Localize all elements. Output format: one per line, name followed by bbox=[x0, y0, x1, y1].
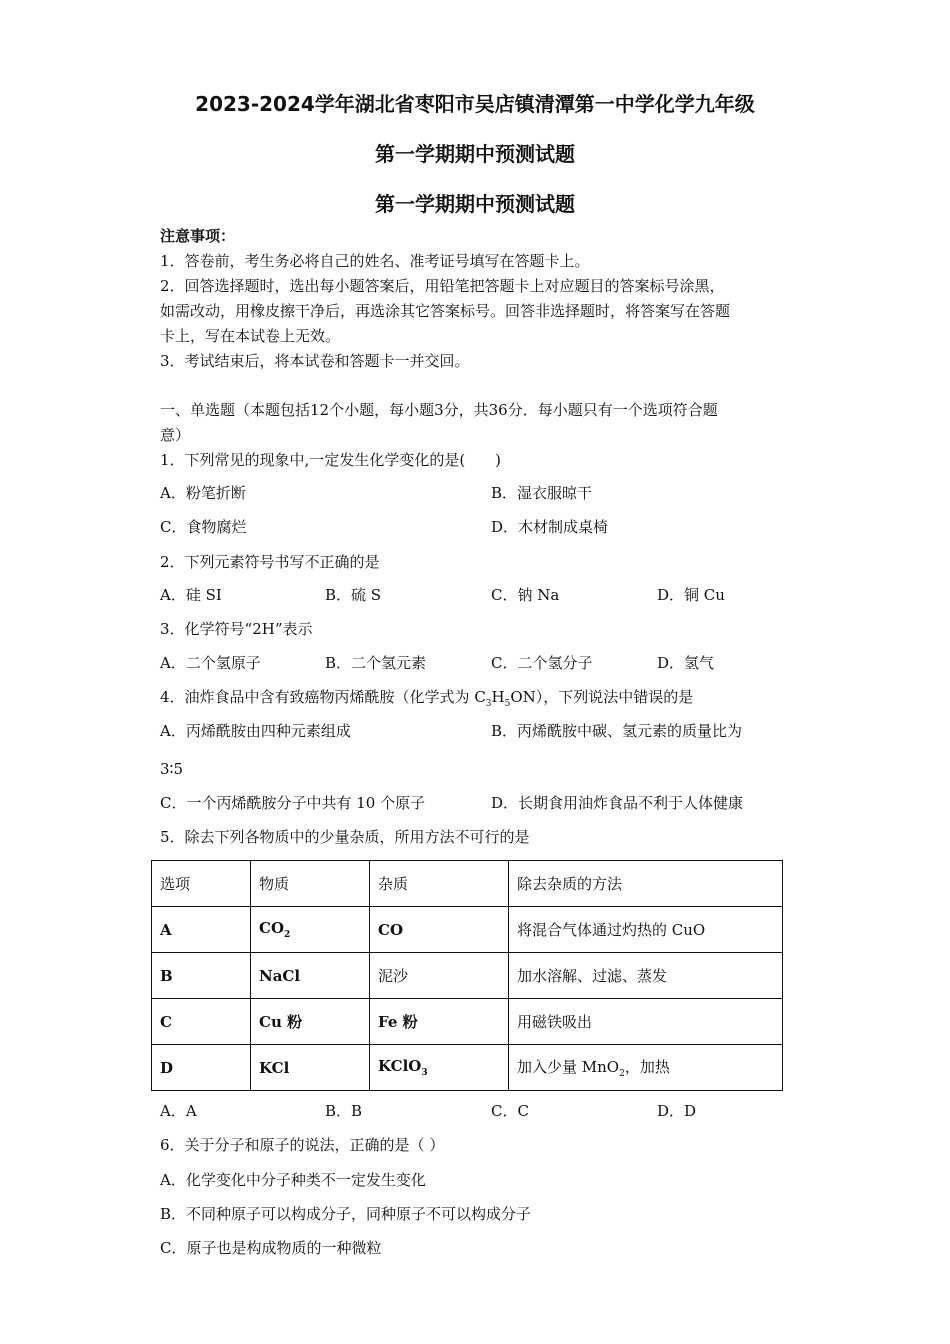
subscript: 3 bbox=[485, 699, 492, 709]
option: A．粉笔折断 bbox=[160, 484, 246, 502]
stem-text: ON），下列说法中错误的是 bbox=[510, 688, 694, 706]
option: C．二个氢分子 bbox=[491, 654, 593, 672]
title-line-2: 第一学期期中预测试题 bbox=[375, 142, 575, 166]
cell: D bbox=[152, 1045, 251, 1091]
option: D．木材制成桌椅 bbox=[491, 518, 609, 536]
question-4-stem bbox=[160, 687, 693, 714]
cell bbox=[370, 1045, 509, 1091]
option: B．丙烯酰胺中碳、氢元素的质量比为 bbox=[491, 722, 743, 740]
note-line: 卡上，写在本试卷上无效。 bbox=[160, 327, 341, 345]
note-line: 3．考试结束后，将本试卷和答题卡一并交回。 bbox=[160, 352, 470, 370]
header-cell: 杂质 bbox=[370, 861, 509, 907]
stem-text: H bbox=[491, 688, 505, 706]
note-line: 2．回答选择题时，选出每小题答案后，用铅笔把答题卡上对应题目的答案标号涂黑， bbox=[160, 277, 725, 295]
cell bbox=[251, 907, 370, 953]
option: B．湿衣服晾干 bbox=[491, 484, 593, 502]
option: D．长期食用油炸食品不利于人体健康 bbox=[491, 794, 744, 812]
section-heading-cont: 意） bbox=[160, 426, 191, 444]
cell-text: 加入少量 MnO bbox=[517, 1058, 620, 1076]
cell: Cu 粉 bbox=[251, 999, 370, 1045]
table-row bbox=[152, 907, 783, 953]
option: C．钠 Na bbox=[491, 586, 560, 604]
question-3-stem: 3．化学符号“2H”表示 bbox=[160, 620, 313, 638]
option: B．B bbox=[325, 1102, 363, 1120]
cell: NaCl bbox=[251, 953, 370, 999]
option-cont: 3∶5 bbox=[160, 760, 183, 778]
cell-text: KClO bbox=[378, 1057, 422, 1075]
option: C．食物腐烂 bbox=[160, 518, 247, 536]
impurity-table bbox=[151, 860, 783, 1091]
option: C．原子也是构成物质的一种微粒 bbox=[160, 1239, 382, 1257]
cell: 将混合气体通过灼热的 CuO bbox=[509, 907, 783, 953]
option: A．二个氢原子 bbox=[160, 654, 261, 672]
table-row bbox=[152, 999, 783, 1045]
option: C．一个丙烯酰胺分子中共有 10 个原子 bbox=[160, 794, 426, 812]
option: D．氢气 bbox=[657, 654, 715, 672]
title-line-3: 第一学期期中预测试题 bbox=[375, 192, 575, 216]
subscript: 3 bbox=[421, 1068, 428, 1078]
cell-text: ，加热 bbox=[624, 1058, 670, 1076]
cell: C bbox=[152, 999, 251, 1045]
cell: 用磁铁吸出 bbox=[509, 999, 783, 1045]
question-6-stem: 6．关于分子和原子的说法，正确的是（ ） bbox=[160, 1136, 445, 1154]
option: D．铜 Cu bbox=[657, 586, 725, 604]
note-line: 1．答卷前，考生务必将自己的姓名、准考证号填写在答题卡上。 bbox=[160, 252, 590, 270]
cell: CO bbox=[370, 907, 509, 953]
notes-heading: 注意事项： bbox=[160, 227, 236, 245]
table-row bbox=[152, 1045, 783, 1091]
cell: KCl bbox=[251, 1045, 370, 1091]
table-row bbox=[152, 953, 783, 999]
question-5-stem: 5．除去下列各物质中的少量杂质，所用方法不可行的是 bbox=[160, 828, 530, 846]
subscript: 2 bbox=[284, 930, 291, 940]
cell: A bbox=[152, 907, 251, 953]
title-line-1: 2023-2024学年湖北省枣阳市吴店镇清潭第一中学化学九年级 bbox=[195, 92, 755, 116]
cell bbox=[509, 1045, 783, 1091]
section-heading: 一、单选题（本题包括12个小题，每小题3分，共36分．每小题只有一个选项符合题 bbox=[160, 401, 718, 419]
header-cell: 除去杂质的方法 bbox=[509, 861, 783, 907]
stem-text: 4．油炸食品中含有致癌物丙烯酰胺（化学式为 C bbox=[160, 688, 486, 706]
note-line: 如需改动，用橡皮擦干净后，再选涂其它答案标号。回答非选择题时，将答案写在答题 bbox=[160, 302, 731, 320]
question-2-stem: 2．下列元素符号书写不正确的是 bbox=[160, 553, 380, 571]
option: B．硫 S bbox=[325, 586, 382, 604]
option: A．丙烯酰胺由四种元素组成 bbox=[160, 722, 351, 740]
cell: 加水溶解、过滤、蒸发 bbox=[509, 953, 783, 999]
option: B．二个氢元素 bbox=[325, 654, 427, 672]
option: D．D bbox=[657, 1102, 697, 1120]
option: C．C bbox=[491, 1102, 529, 1120]
subscript: 2 bbox=[619, 1069, 625, 1079]
cell: B bbox=[152, 953, 251, 999]
cell: Fe 粉 bbox=[370, 999, 509, 1045]
table-header-row bbox=[152, 861, 783, 907]
option: A．A bbox=[160, 1102, 197, 1120]
option: A．化学变化中分子种类不一定发生变化 bbox=[160, 1171, 426, 1189]
header-cell: 物质 bbox=[251, 861, 370, 907]
cell: 泥沙 bbox=[370, 953, 509, 999]
header-cell: 选项 bbox=[152, 861, 251, 907]
subscript: 5 bbox=[504, 699, 511, 709]
option: A．硅 SI bbox=[160, 586, 222, 604]
option: B．不同种原子可以构成分子，同种原子不可以构成分子 bbox=[160, 1205, 532, 1223]
cell-text: CO bbox=[259, 919, 285, 937]
question-1-stem: 1．下列常见的现象中,一定发生化学变化的是( ) bbox=[160, 451, 502, 469]
